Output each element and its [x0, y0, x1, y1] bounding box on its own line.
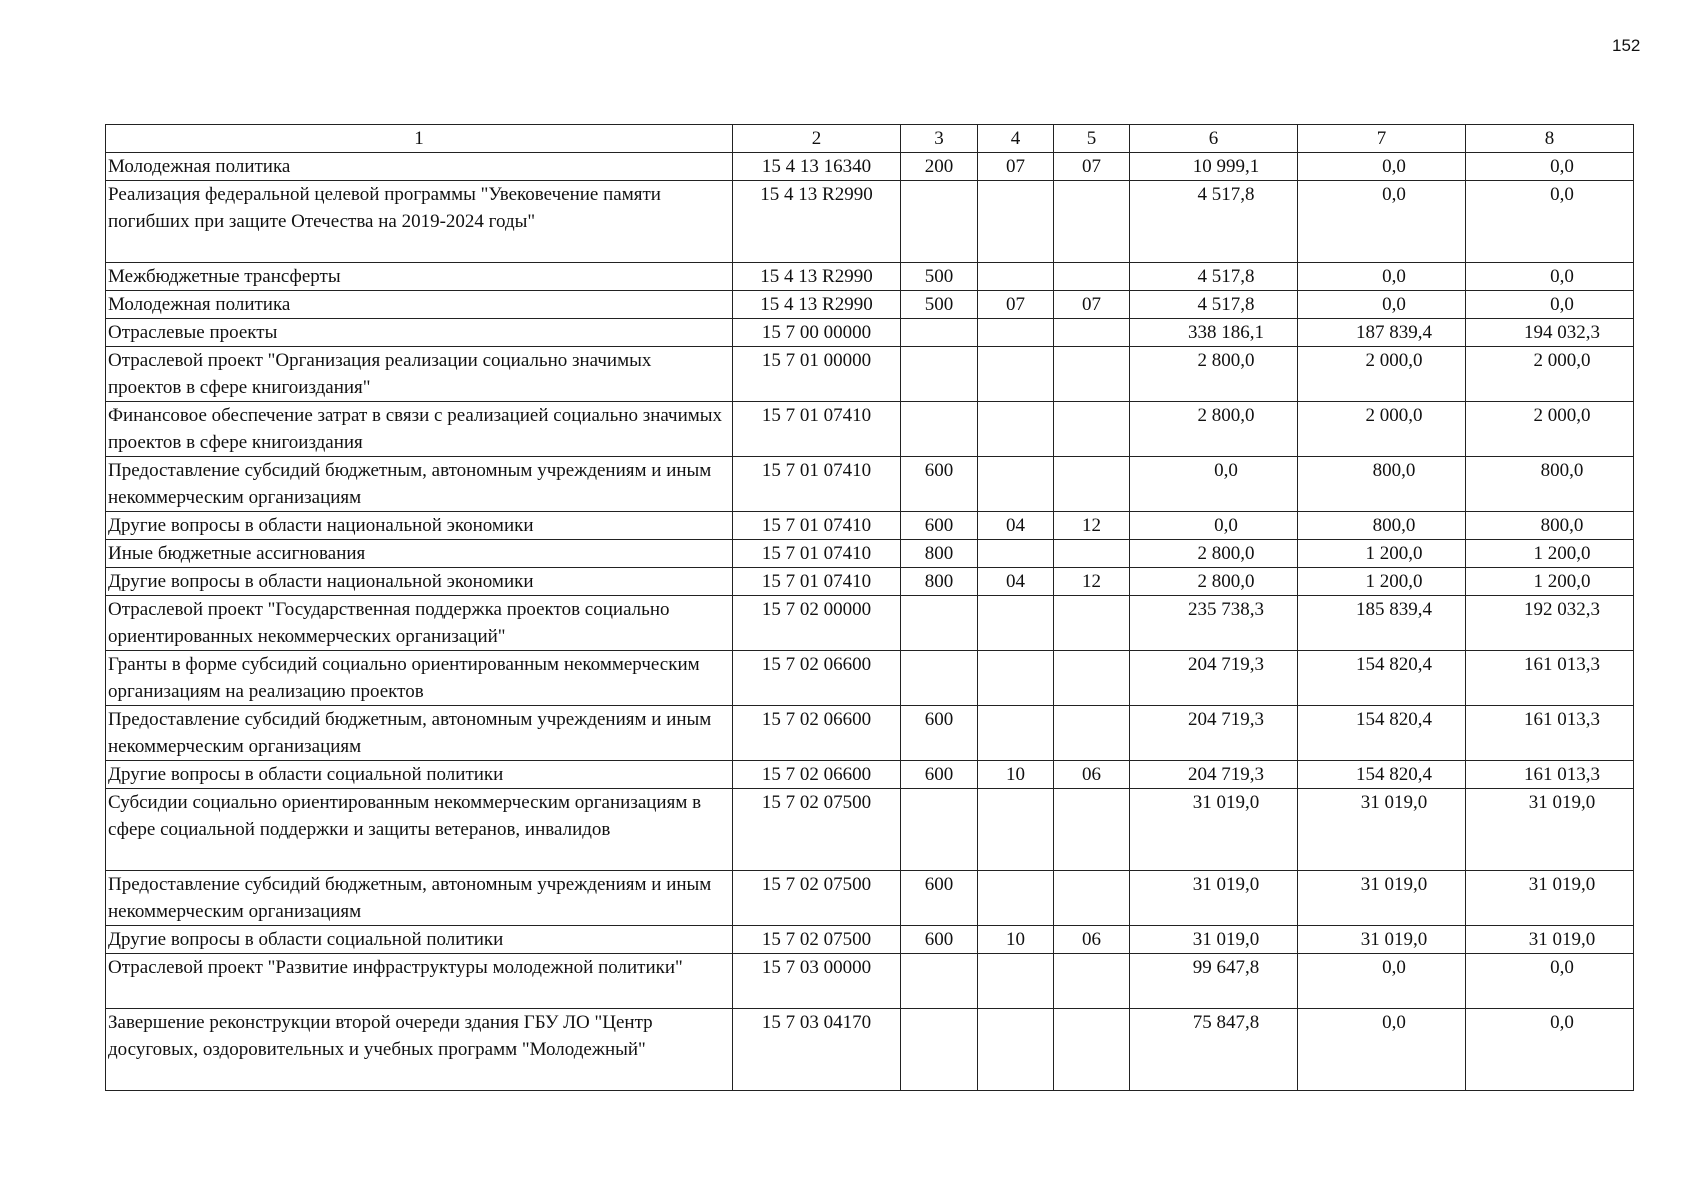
amount-col6: 4 517,8: [1130, 181, 1298, 263]
amount-col8: 2 000,0: [1466, 347, 1634, 402]
amount-col6: 0,0: [1130, 457, 1298, 512]
item-name: Другие вопросы в области национальной экономики: [106, 512, 733, 540]
item-name: Реализация федеральной целевой программы "Увековечение памяти погибших при защите Отечества на 2019-2024 годы": [106, 181, 733, 263]
subsection-code: [1054, 706, 1130, 761]
target-article-code: 15 7 03 04170: [733, 1009, 901, 1091]
expense-type-code: 800: [901, 540, 978, 568]
expense-type-code: [901, 651, 978, 706]
table-row: [106, 263, 1634, 291]
amount-col8: 800,0: [1466, 512, 1634, 540]
target-article-code: 15 7 01 00000: [733, 347, 901, 402]
column-header: 5: [1054, 125, 1130, 153]
table-row: [106, 926, 1634, 954]
item-name: Молодежная политика: [106, 291, 733, 319]
subsection-code: [1054, 871, 1130, 926]
target-article-code: 15 7 01 07410: [733, 457, 901, 512]
amount-col7: 2 000,0: [1298, 347, 1466, 402]
item-name: Молодежная политика: [106, 153, 733, 181]
subsection-code: 12: [1054, 568, 1130, 596]
table-row: [106, 540, 1634, 568]
expense-type-code: 600: [901, 926, 978, 954]
target-article-code: 15 4 13 16340: [733, 153, 901, 181]
amount-col6: 31 019,0: [1130, 789, 1298, 871]
table-row: [106, 789, 1634, 871]
section-code: 04: [978, 512, 1054, 540]
budget-table: [105, 124, 1634, 1091]
table-row: [106, 457, 1634, 512]
item-name: Отраслевой проект "Организация реализации социально значимых проектов в сфере книгоиздания": [106, 347, 733, 402]
expense-type-code: [901, 347, 978, 402]
item-name: Иные бюджетные ассигнования: [106, 540, 733, 568]
amount-col6: 2 800,0: [1130, 402, 1298, 457]
subsection-code: 07: [1054, 153, 1130, 181]
section-code: [978, 181, 1054, 263]
table-row: [106, 651, 1634, 706]
item-name: Финансовое обеспечение затрат в связи с реализацией социально значимых проектов в сфере книгоиздания: [106, 402, 733, 457]
table-row: [106, 871, 1634, 926]
amount-col7: 154 820,4: [1298, 761, 1466, 789]
expense-type-code: [901, 789, 978, 871]
amount-col7: 31 019,0: [1298, 926, 1466, 954]
section-code: [978, 402, 1054, 457]
amount-col7: 1 200,0: [1298, 540, 1466, 568]
target-article-code: 15 7 02 06600: [733, 761, 901, 789]
item-name: Субсидии социально ориентированным некоммерческим организациям в сфере социальной поддержки и защиты ветеранов, инвалидов: [106, 789, 733, 871]
expense-type-code: 500: [901, 263, 978, 291]
item-name: Отраслевой проект "Развитие инфраструктуры молодежной политики": [106, 954, 733, 1009]
item-name: Отраслевой проект "Государственная поддержка проектов социально ориентированных некоммерческих организаций": [106, 596, 733, 651]
subsection-code: [1054, 596, 1130, 651]
item-name: Гранты в форме субсидий социально ориентированным некоммерческим организациям на реализацию проектов: [106, 651, 733, 706]
subsection-code: [1054, 457, 1130, 512]
subsection-code: [1054, 402, 1130, 457]
target-article-code: 15 7 00 00000: [733, 319, 901, 347]
table-row: [106, 291, 1634, 319]
amount-col7: 0,0: [1298, 1009, 1466, 1091]
item-name: Другие вопросы в области социальной политики: [106, 926, 733, 954]
target-article-code: 15 7 02 00000: [733, 596, 901, 651]
table-row: [106, 181, 1634, 263]
table-row: [106, 347, 1634, 402]
column-header: 4: [978, 125, 1054, 153]
amount-col7: 800,0: [1298, 457, 1466, 512]
amount-col6: 0,0: [1130, 512, 1298, 540]
amount-col8: 0,0: [1466, 291, 1634, 319]
expense-type-code: 600: [901, 457, 978, 512]
item-name: Отраслевые проекты: [106, 319, 733, 347]
section-code: [978, 457, 1054, 512]
target-article-code: 15 4 13 R2990: [733, 291, 901, 319]
expense-type-code: [901, 954, 978, 1009]
subsection-code: [1054, 181, 1130, 263]
amount-col8: 2 000,0: [1466, 402, 1634, 457]
target-article-code: 15 7 01 07410: [733, 512, 901, 540]
amount-col6: 204 719,3: [1130, 761, 1298, 789]
section-code: [978, 347, 1054, 402]
item-name: Предоставление субсидий бюджетным, автономным учреждениям и иным некоммерческим организациям: [106, 457, 733, 512]
expense-type-code: [901, 596, 978, 651]
item-name: Завершение реконструкции второй очереди здания ГБУ ЛО "Центр досуговых, оздоровительных и учебных программ "Молодежный": [106, 1009, 733, 1091]
amount-col8: 161 013,3: [1466, 761, 1634, 789]
amount-col8: 1 200,0: [1466, 540, 1634, 568]
amount-col8: 31 019,0: [1466, 789, 1634, 871]
target-article-code: 15 7 01 07410: [733, 568, 901, 596]
column-header: 3: [901, 125, 978, 153]
amount-col6: 99 647,8: [1130, 954, 1298, 1009]
header-row: [106, 125, 1634, 153]
section-code: [978, 1009, 1054, 1091]
subsection-code: 07: [1054, 291, 1130, 319]
section-code: [978, 540, 1054, 568]
amount-col6: 10 999,1: [1130, 153, 1298, 181]
amount-col8: 800,0: [1466, 457, 1634, 512]
amount-col6: 4 517,8: [1130, 263, 1298, 291]
amount-col6: 4 517,8: [1130, 291, 1298, 319]
subsection-code: [1054, 954, 1130, 1009]
amount-col8: 0,0: [1466, 181, 1634, 263]
expense-type-code: 800: [901, 568, 978, 596]
section-code: [978, 954, 1054, 1009]
amount-col8: 1 200,0: [1466, 568, 1634, 596]
target-article-code: 15 7 02 06600: [733, 651, 901, 706]
amount-col8: 0,0: [1466, 1009, 1634, 1091]
amount-col7: 1 200,0: [1298, 568, 1466, 596]
amount-col6: 31 019,0: [1130, 926, 1298, 954]
subsection-code: [1054, 347, 1130, 402]
amount-col8: 0,0: [1466, 954, 1634, 1009]
section-code: 10: [978, 761, 1054, 789]
section-code: 07: [978, 291, 1054, 319]
target-article-code: 15 4 13 R2990: [733, 263, 901, 291]
expense-type-code: [901, 1009, 978, 1091]
amount-col8: 161 013,3: [1466, 706, 1634, 761]
section-code: 07: [978, 153, 1054, 181]
amount-col6: 204 719,3: [1130, 706, 1298, 761]
target-article-code: 15 7 02 06600: [733, 706, 901, 761]
expense-type-code: 600: [901, 512, 978, 540]
amount-col7: 0,0: [1298, 954, 1466, 1009]
table-row: [106, 954, 1634, 1009]
expense-type-code: 600: [901, 871, 978, 926]
subsection-code: [1054, 540, 1130, 568]
subsection-code: [1054, 789, 1130, 871]
expense-type-code: [901, 402, 978, 457]
item-name: Предоставление субсидий бюджетным, автономным учреждениям и иным некоммерческим организациям: [106, 871, 733, 926]
expense-type-code: 200: [901, 153, 978, 181]
expense-type-code: 500: [901, 291, 978, 319]
amount-col6: 235 738,3: [1130, 596, 1298, 651]
amount-col7: 185 839,4: [1298, 596, 1466, 651]
table-row: [106, 761, 1634, 789]
target-article-code: 15 4 13 R2990: [733, 181, 901, 263]
column-header: 8: [1466, 125, 1634, 153]
expense-type-code: 600: [901, 706, 978, 761]
target-article-code: 15 7 02 07500: [733, 871, 901, 926]
expense-type-code: [901, 319, 978, 347]
amount-col8: 194 032,3: [1466, 319, 1634, 347]
amount-col8: 0,0: [1466, 263, 1634, 291]
amount-col8: 31 019,0: [1466, 926, 1634, 954]
item-name: Другие вопросы в области социальной политики: [106, 761, 733, 789]
amount-col6: 2 800,0: [1130, 540, 1298, 568]
column-header: 2: [733, 125, 901, 153]
amount-col7: 0,0: [1298, 291, 1466, 319]
expense-type-code: [901, 181, 978, 263]
section-code: 04: [978, 568, 1054, 596]
amount-col7: 0,0: [1298, 263, 1466, 291]
table-row: [106, 568, 1634, 596]
table-row: [106, 319, 1634, 347]
subsection-code: 12: [1054, 512, 1130, 540]
amount-col8: 31 019,0: [1466, 871, 1634, 926]
amount-col6: 2 800,0: [1130, 568, 1298, 596]
subsection-code: 06: [1054, 926, 1130, 954]
table-row: [106, 402, 1634, 457]
amount-col6: 204 719,3: [1130, 651, 1298, 706]
amount-col6: 2 800,0: [1130, 347, 1298, 402]
subsection-code: [1054, 1009, 1130, 1091]
amount-col7: 0,0: [1298, 153, 1466, 181]
amount-col7: 0,0: [1298, 181, 1466, 263]
page-number: 152: [1612, 36, 1641, 55]
item-name: Другие вопросы в области национальной экономики: [106, 568, 733, 596]
amount-col7: 154 820,4: [1298, 651, 1466, 706]
subsection-code: [1054, 319, 1130, 347]
target-article-code: 15 7 03 00000: [733, 954, 901, 1009]
amount-col8: 0,0: [1466, 153, 1634, 181]
expense-type-code: 600: [901, 761, 978, 789]
section-code: [978, 596, 1054, 651]
section-code: [978, 263, 1054, 291]
subsection-code: [1054, 263, 1130, 291]
target-article-code: 15 7 01 07410: [733, 402, 901, 457]
column-header: 1: [106, 125, 733, 153]
target-article-code: 15 7 01 07410: [733, 540, 901, 568]
amount-col7: 2 000,0: [1298, 402, 1466, 457]
target-article-code: 15 7 02 07500: [733, 789, 901, 871]
amount-col7: 187 839,4: [1298, 319, 1466, 347]
amount-col6: 338 186,1: [1130, 319, 1298, 347]
amount-col8: 161 013,3: [1466, 651, 1634, 706]
item-name: Межбюджетные трансферты: [106, 263, 733, 291]
subsection-code: [1054, 651, 1130, 706]
table-row: [106, 512, 1634, 540]
table-row: [106, 706, 1634, 761]
amount-col7: 800,0: [1298, 512, 1466, 540]
item-name: Предоставление субсидий бюджетным, автономным учреждениям и иным некоммерческим организациям: [106, 706, 733, 761]
column-header: 7: [1298, 125, 1466, 153]
section-code: 10: [978, 926, 1054, 954]
section-code: [978, 706, 1054, 761]
section-code: [978, 651, 1054, 706]
amount-col7: 31 019,0: [1298, 871, 1466, 926]
amount-col8: 192 032,3: [1466, 596, 1634, 651]
subsection-code: 06: [1054, 761, 1130, 789]
section-code: [978, 789, 1054, 871]
amount-col6: 31 019,0: [1130, 871, 1298, 926]
amount-col6: 75 847,8: [1130, 1009, 1298, 1091]
amount-col7: 31 019,0: [1298, 789, 1466, 871]
target-article-code: 15 7 02 07500: [733, 926, 901, 954]
table-row: [106, 153, 1634, 181]
amount-col7: 154 820,4: [1298, 706, 1466, 761]
table-row: [106, 596, 1634, 651]
column-header: 6: [1130, 125, 1298, 153]
section-code: [978, 871, 1054, 926]
section-code: [978, 319, 1054, 347]
table-row: [106, 1009, 1634, 1091]
